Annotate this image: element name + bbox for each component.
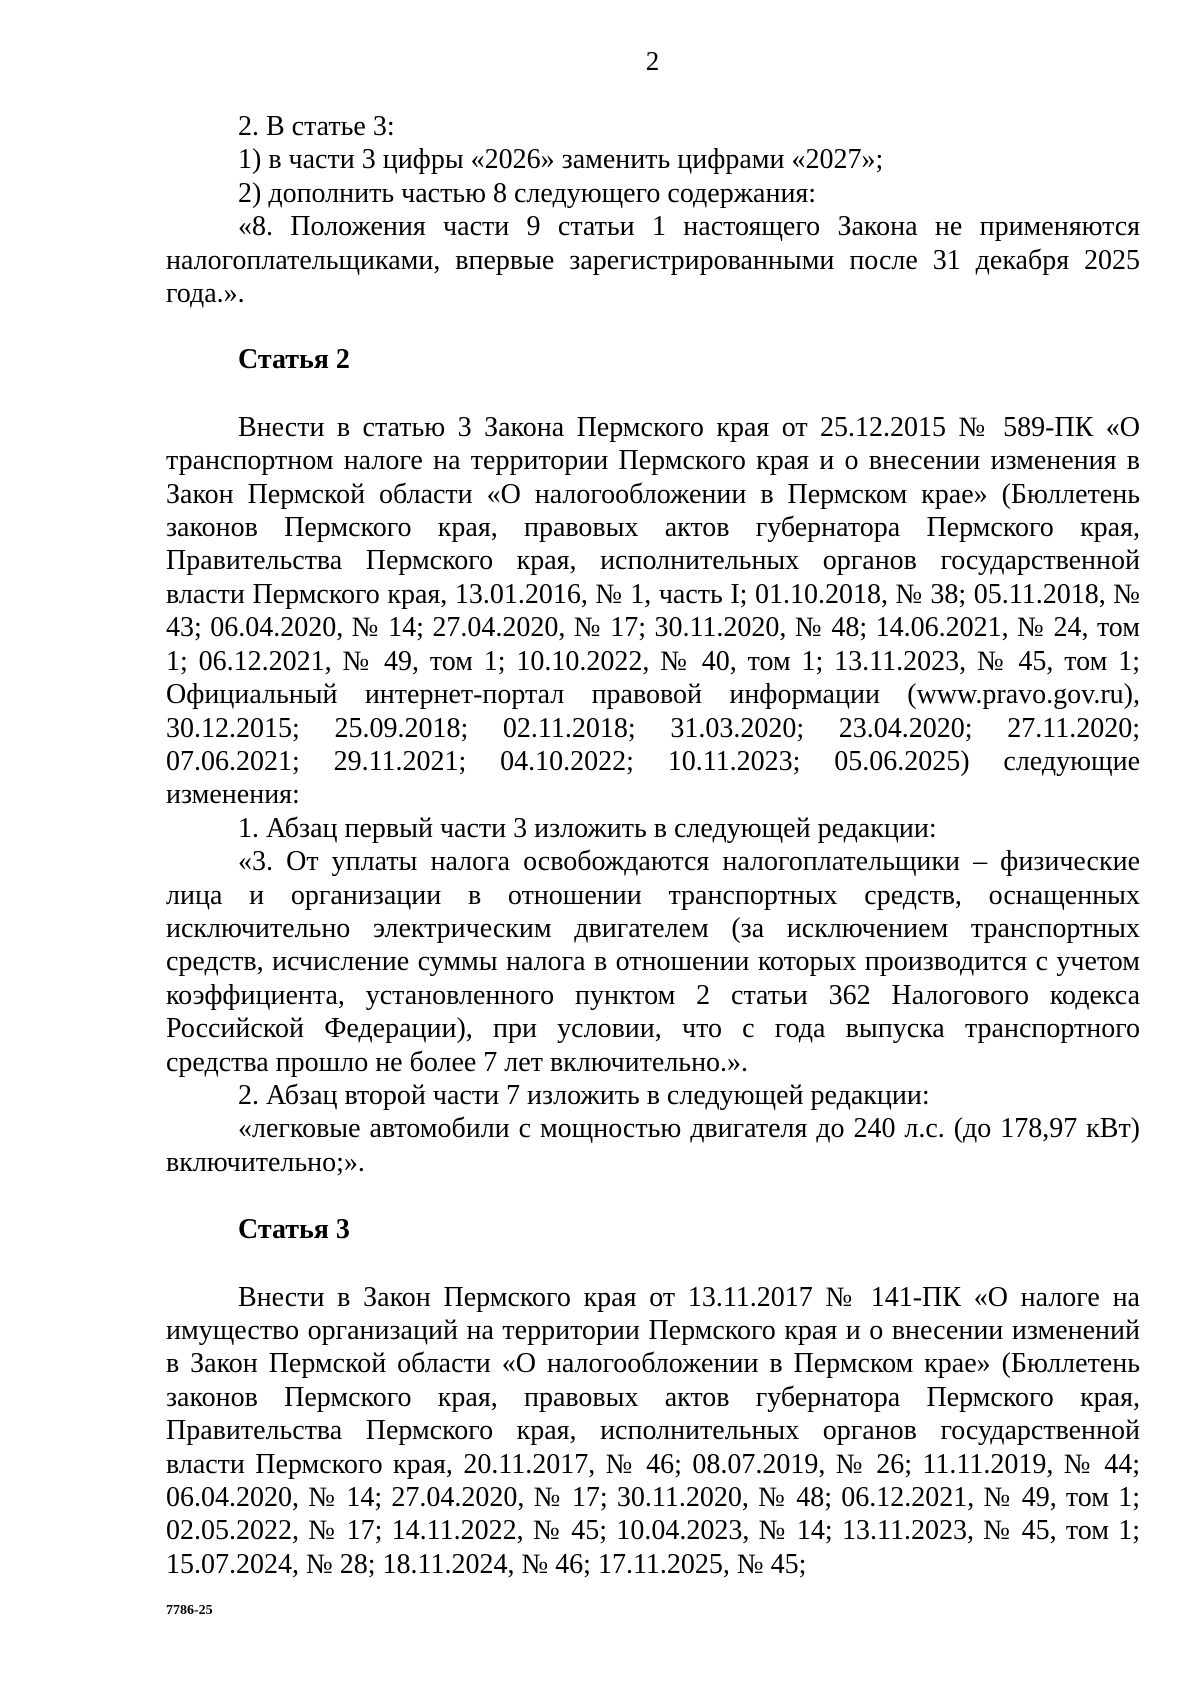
article-2-intro: Внести в статью 3 Закона Пермского края от 25.12.2015 № 589-ПК «О транспортном налоге на территории Пермского края и о внесении изменения в Закон Пермской области «О налогообложении в Пермском крае» (Бюллетень законов Пермского края, правовых актов губернатора Пермского края, Правительства Пермского края, исполнительных органов государственной власти Пермского края, 13.01.2016, № 1, часть I; 01.10.2018, № 38; 05.11.2018, № 43; 06.04.2020, № 14; 27.04.2020, № 17; 30.11.2020, № 48; 14.06.2021, № 24, том 1; 06.12.2021, № 49, том 1; 10.10.2022, № 40, том 1; 13.11.2023, № 45, том 1; Официальный интернет-портал правовой информации (www.pravo.gov.ru), 30.12.2015; 25.09.2018; 02.11.2018; 31.03.2020; 23.04.2020; 27.11.2020; 07.06.2021; 29.11.2021; 04.10.2022; 10.11.2023; 05.06.2025) следующие изменения:	[166, 411, 1140, 811]
paragraph-change-2: 2) дополнить частью 8 следующего содержания:	[238, 177, 817, 209]
article-2-heading: Статья 2	[238, 344, 350, 376]
article-2-item-2: 2. Абзац второй части 7 изложить в следующей редакции:	[238, 1079, 930, 1111]
paragraph-part8-text: «8. Положения части 9 статьи 1 настоящего Закона не применяются налогоплательщиками, впервые зарегистрированными после 31 декабря 2025 года.».	[166, 211, 1140, 310]
document-body	[166, 110, 1140, 1581]
article-2-item-1-text: «3. От уплаты налога освобождаются налогоплательщики – физические лица и организации в отношении транспортных средств, оснащенных исключительно электрическим двигателем (за исключением транспортных средств, исчисление суммы налога в отношении которых производится с учетом коэффициента, установленного пунктом 2 статьи 362 Налогового кодекса Российской Федерации), при условии, что с года выпуска транспортного средства прошло не более 7 лет включительно.».	[166, 846, 1140, 1078]
article-3-intro: Внести в Закон Пермского края от 13.11.2017 № 141-ПК «О налоге на имущество организаций на территории Пермского края и о внесении изменений в Закон Пермской области «О налогообложении в Пермском крае» (Бюллетень законов Пермского края, правовых актов губернатора Пермского края, Правительства Пермского края, исполнительных органов государственной власти Пермского края, 20.11.2017, № 46; 08.07.2019, № 26; 11.11.2019, № 44; 06.04.2020, № 14; 27.04.2020, № 17; 30.11.2020, № 48; 06.12.2021, № 49, том 1; 02.05.2022, № 17; 14.11.2022, № 45; 10.04.2023, № 14; 13.11.2023, № 45, том 1; 15.07.2024, № 28; 18.11.2024, № 46; 17.11.2025, № 45;	[166, 1281, 1140, 1580]
paragraph-change-1: 1) в части 3 цифры «2026» заменить цифрами «2027»;	[238, 144, 884, 176]
document-code: 7786-25	[166, 1603, 213, 1618]
article-2-item-1: 1. Абзац первый части 3 изложить в следующей редакции:	[238, 812, 937, 844]
article-2-item-2-text: «легковые автомобили с мощностью двигателя до 240 л.с. (до 178,97 кВт) включительно;».	[166, 1113, 1140, 1178]
paragraph-article3-change: 2. В статье 3:	[238, 111, 395, 142]
page-number: 2	[645, 46, 660, 76]
article-3-heading: Статья 3	[238, 1214, 350, 1246]
